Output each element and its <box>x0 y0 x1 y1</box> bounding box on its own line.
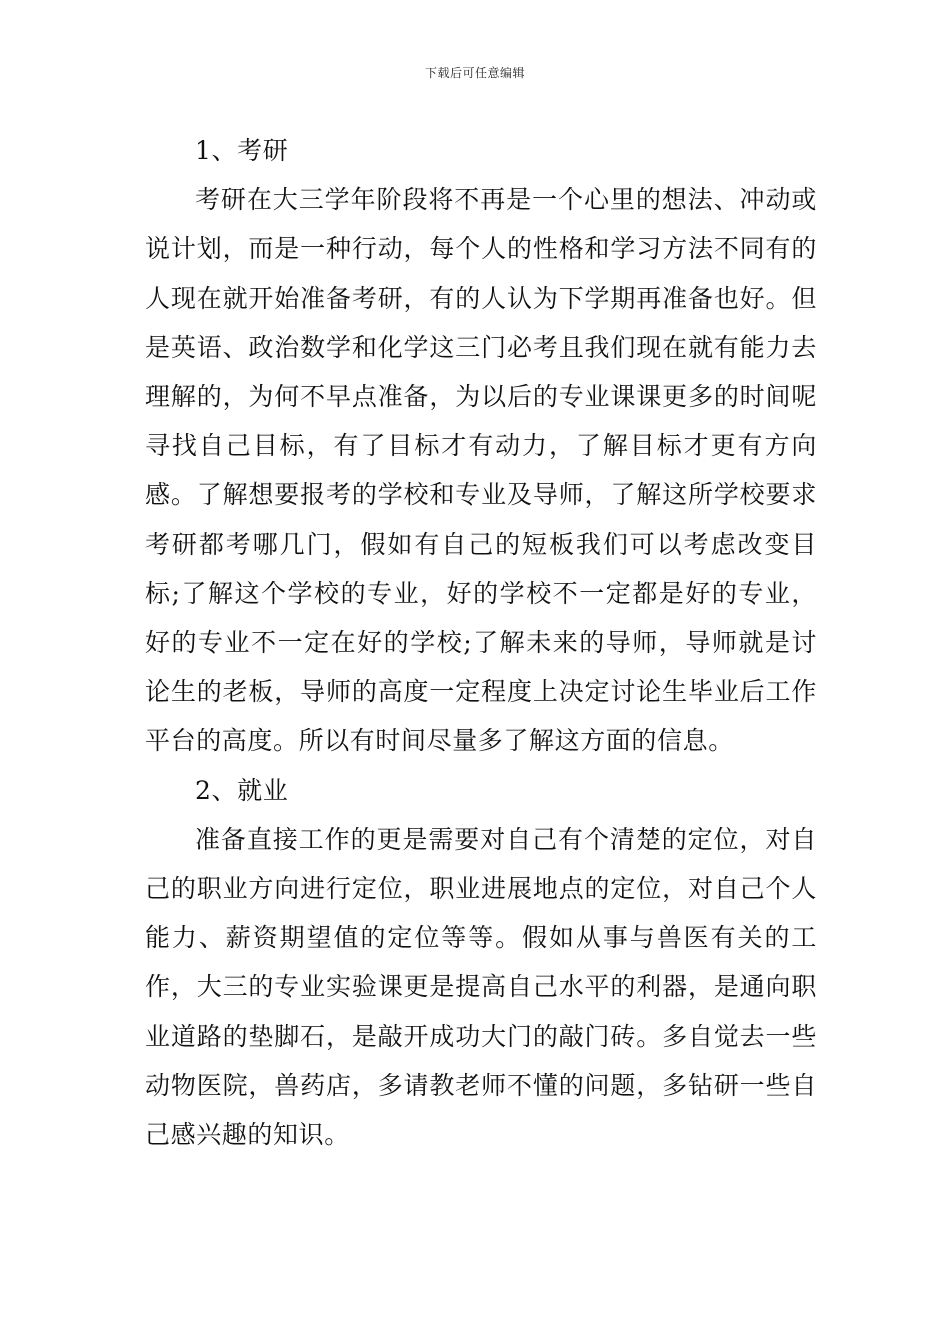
section-paragraph-kaoyan: 考研在大三学年阶段将不再是一个心里的想法、冲动或说计划，而是一种行动，每个人的性格和学习方法不同有的人现在就开始准备考研，有的人认为下学期再准备也好。但是英语、政治数学和化学这三门必考且我们现在就有能力去理解的，为何不早点准备，为以后的专业课课更多的时间呢寻找自己目标，有了目标才有动力，了解目标才更有方向感。了解想要报考的学校和专业及导师，了解这所学校要求考研都考哪几门，假如有自己的短板我们可以考虑改变目标;了解这个学校的专业，好的学校不一定都是好的专业，好的专业不一定在好的学校;了解未来的导师，导师就是讨论生的老板，导师的高度一定程度上决定讨论生毕业后工作平台的高度。所以有时间尽量多了解这方面的信息。 <box>145 185 817 756</box>
header-note: 下载后可任意编辑 <box>424 66 525 80</box>
section-heading-kaoyan: 1、考研 <box>195 136 289 165</box>
section-heading-jiuye: 2、就业 <box>195 775 289 805</box>
document-body <box>145 126 817 1159</box>
section-paragraph-jiuye: 准备直接工作的更是需要对自己有个清楚的定位，对自己的职业方向进行定位，职业进展地点的定位，对自己个人能力、薪资期望值的定位等等。假如从事与兽医有关的工作，大三的专业实验课更是提高自己水平的利器，是通向职业道路的垫脚石，是敲开成功大门的敲门砖。多自觉去一些动物医院，兽药店，多请教老师不懂的问题，多钻研一些自己感兴趣的知识。 <box>145 824 817 1150</box>
